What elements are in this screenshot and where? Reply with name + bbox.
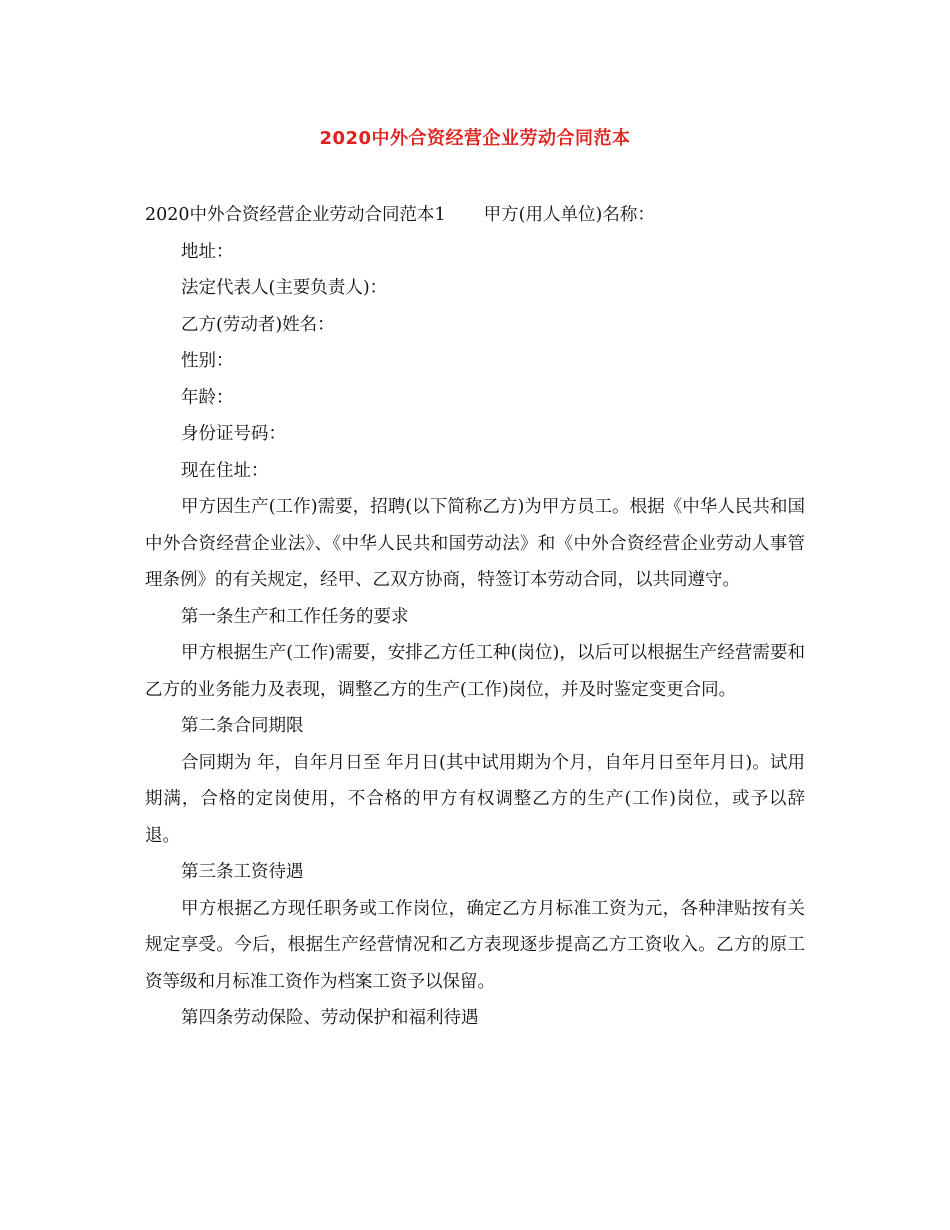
age-field: 年龄： [181,387,234,408]
document-title: 2020中外合资经营企业劳动合同范本 [319,128,631,149]
party-b-name-field: 乙方(劳动者)姓名： [181,314,335,335]
current-address-field: 现在住址： [181,460,269,481]
article-3-text: 甲方根据乙方现任职务或工作岗位，确定乙方月标准工资为元，各种津贴按有关规定享受。今后，根据生产经营情况和乙方表现逐步提高乙方工资收入。乙方的原工资等级和月标准工资作为档案工资予以保留。 [145,898,805,992]
intro-paragraph: 甲方因生产(工作)需要，招聘(以下简称乙方)为甲方员工。根据《中华人民共和国中外合资经营企业法》、《中华人民共和国劳动法》和《中外合资经营企业劳动人事管理条例》的有关规定，经甲、乙双方协商，特签订本劳动合同，以共同遵守。 [145,497,805,590]
legal-representative-field: 法定代表人(主要负责人)： [181,278,388,298]
article-1-heading: 第一条生产和工作任务的要求 [181,606,409,627]
party-a-name-field: 甲方(用人单位)名称： [483,205,655,225]
contract-sample-label: 2020中外合资经营企业劳动合同范本1 [145,205,446,225]
article-3-heading: 第三条工资待遇 [181,862,304,882]
id-number-field: 身份证号码： [181,424,286,444]
article-4-heading: 第四条劳动保险、劳动保护和福利待遇 [181,1008,479,1028]
article-1-text: 甲方根据生产(工作)需要，安排乙方任工种(岗位)，以后可以根据生产经营需要和乙方的业务能力及表现，调整乙方的生产(工作)岗位，并及时鉴定变更合同。 [145,643,805,700]
article-2-text: 合同期为 年，自年月日至 年月日(其中试用期为个月，自年月日至年月日)。试用期满，合格的定岗使用，不合格的甲方有权调整乙方的生产(工作)岗位，或予以辞退。 [145,752,805,846]
document-body [145,197,805,1037]
gender-field: 性别： [181,351,234,371]
article-2-heading: 第二条合同期限 [181,716,304,736]
address-field: 地址： [181,241,234,262]
first-line [145,197,805,234]
